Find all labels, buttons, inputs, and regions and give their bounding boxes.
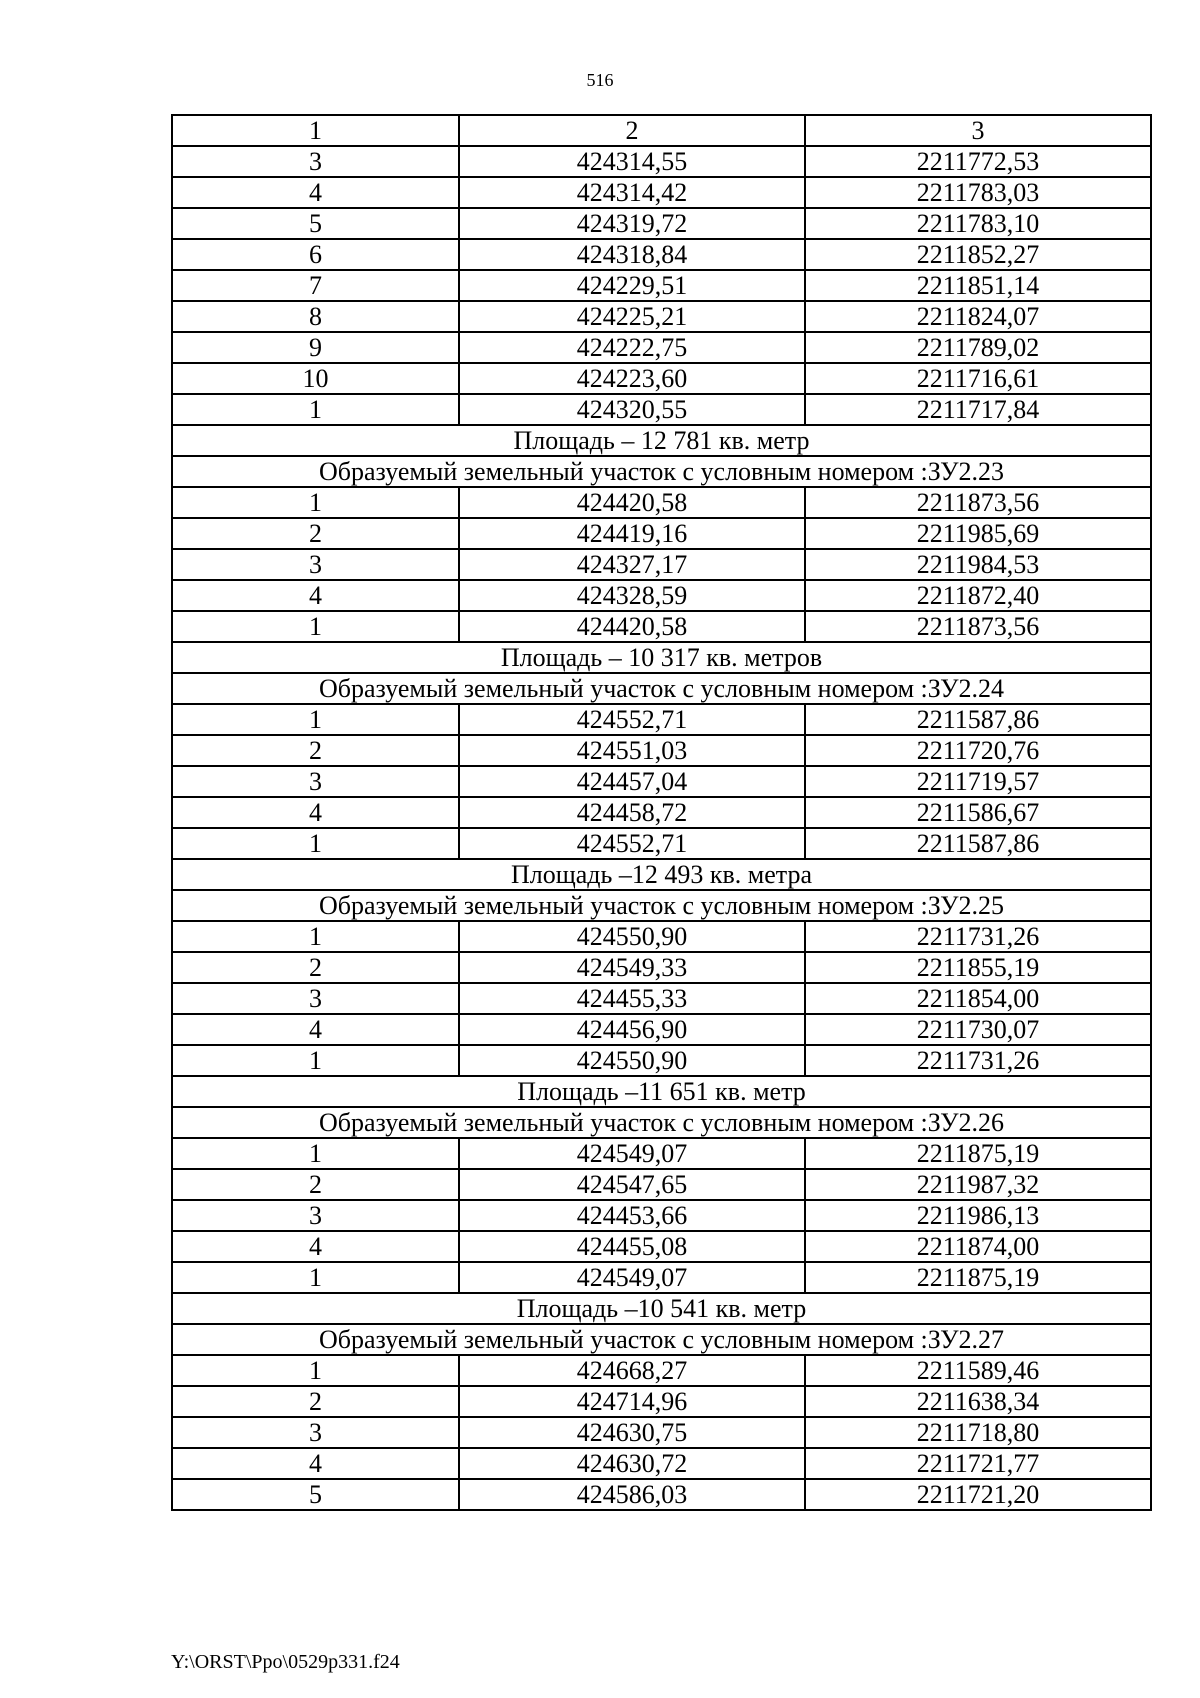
point-number-cell: 4 [172,580,459,611]
x-coordinate-cell: 424222,75 [459,332,805,363]
point-number-cell: 4 [172,1448,459,1479]
point-number-cell: 1 [172,1355,459,1386]
point-number-cell: 1 [172,487,459,518]
y-coordinate-cell: 2211638,34 [805,1386,1151,1417]
point-number-cell: 5 [172,208,459,239]
y-coordinate-cell: 2211717,84 [805,394,1151,425]
point-number-cell: 4 [172,797,459,828]
header-cell-x: 2 [459,115,805,146]
header-cell-point: 1 [172,115,459,146]
area-row [172,1293,1151,1324]
point-number-cell: 10 [172,363,459,394]
table-row [172,487,1151,518]
area-row [172,642,1151,673]
point-number-cell: 4 [172,177,459,208]
area-row [172,859,1151,890]
x-coordinate-cell: 424668,27 [459,1355,805,1386]
table-row [172,177,1151,208]
x-coordinate-cell: 424318,84 [459,239,805,270]
y-coordinate-cell: 2211873,56 [805,487,1151,518]
point-number-cell: 3 [172,983,459,1014]
point-number-cell: 2 [172,518,459,549]
table-row [172,952,1151,983]
x-coordinate-cell: 424714,96 [459,1386,805,1417]
point-number-cell: 2 [172,1386,459,1417]
y-coordinate-cell: 2211720,76 [805,735,1151,766]
y-coordinate-cell: 2211875,19 [805,1138,1151,1169]
y-coordinate-cell: 2211872,40 [805,580,1151,611]
table-row [172,735,1151,766]
table-row [172,704,1151,735]
y-coordinate-cell: 2211984,53 [805,549,1151,580]
y-coordinate-cell: 2211586,67 [805,797,1151,828]
table-row [172,301,1151,332]
y-coordinate-cell: 2211589,46 [805,1355,1151,1386]
x-coordinate-cell: 424229,51 [459,270,805,301]
page-number: 516 [586,70,614,90]
area-row [172,425,1151,456]
y-coordinate-cell: 2211731,26 [805,921,1151,952]
table-row [172,1355,1151,1386]
x-coordinate-cell: 424549,07 [459,1138,805,1169]
table-row [172,518,1151,549]
plot-heading-row [172,1107,1151,1138]
x-coordinate-cell: 424328,59 [459,580,805,611]
coordinates-table [171,114,1152,1511]
y-coordinate-cell: 2211731,26 [805,1045,1151,1076]
table-row [172,921,1151,952]
x-coordinate-cell: 424549,07 [459,1262,805,1293]
y-coordinate-cell: 2211855,19 [805,952,1151,983]
area-label: Площадь –12 493 кв. метра [172,859,1151,890]
plot-heading-row [172,1324,1151,1355]
table-row [172,1231,1151,1262]
x-coordinate-cell: 424586,03 [459,1479,805,1510]
x-coordinate-cell: 424550,90 [459,1045,805,1076]
y-coordinate-cell: 2211985,69 [805,518,1151,549]
x-coordinate-cell: 424327,17 [459,549,805,580]
y-coordinate-cell: 2211789,02 [805,332,1151,363]
point-number-cell: 7 [172,270,459,301]
point-number-cell: 3 [172,146,459,177]
point-number-cell: 4 [172,1014,459,1045]
area-label: Площадь – 10 317 кв. метров [172,642,1151,673]
header-cell-y: 3 [805,115,1151,146]
x-coordinate-cell: 424320,55 [459,394,805,425]
table-row [172,1262,1151,1293]
table-row [172,1417,1151,1448]
x-coordinate-cell: 424455,08 [459,1231,805,1262]
table-row [172,1138,1151,1169]
x-coordinate-cell: 424319,72 [459,208,805,239]
area-row [172,1076,1151,1107]
y-coordinate-cell: 2211772,53 [805,146,1151,177]
x-coordinate-cell: 424314,42 [459,177,805,208]
plot-heading: Образуемый земельный участок с условным номером :ЗУ2.27 [172,1324,1151,1355]
point-number-cell: 1 [172,1262,459,1293]
point-number-cell: 3 [172,549,459,580]
table-row [172,549,1151,580]
x-coordinate-cell: 424223,60 [459,363,805,394]
y-coordinate-cell: 2211783,10 [805,208,1151,239]
table-row [172,580,1151,611]
area-label: Площадь –10 541 кв. метр [172,1293,1151,1324]
table-row [172,270,1151,301]
point-number-cell: 9 [172,332,459,363]
table-row [172,208,1151,239]
point-number-cell: 2 [172,952,459,983]
plot-heading: Образуемый земельный участок с условным номером :ЗУ2.23 [172,456,1151,487]
x-coordinate-cell: 424552,71 [459,704,805,735]
y-coordinate-cell: 2211730,07 [805,1014,1151,1045]
table-row [172,1169,1151,1200]
point-number-cell: 1 [172,611,459,642]
table-row [172,394,1151,425]
x-coordinate-cell: 424420,58 [459,611,805,642]
y-coordinate-cell: 2211721,77 [805,1448,1151,1479]
table-row [172,611,1151,642]
y-coordinate-cell: 2211986,13 [805,1200,1151,1231]
area-label: Площадь – 12 781 кв. метр [172,425,1151,456]
area-label: Площадь –11 651 кв. метр [172,1076,1151,1107]
x-coordinate-cell: 424547,65 [459,1169,805,1200]
x-coordinate-cell: 424630,75 [459,1417,805,1448]
plot-heading-row [172,890,1151,921]
y-coordinate-cell: 2211875,19 [805,1262,1151,1293]
plot-heading: Образуемый земельный участок с условным номером :ЗУ2.26 [172,1107,1151,1138]
y-coordinate-cell: 2211824,07 [805,301,1151,332]
point-number-cell: 1 [172,1045,459,1076]
x-coordinate-cell: 424456,90 [459,1014,805,1045]
y-coordinate-cell: 2211718,80 [805,1417,1151,1448]
x-coordinate-cell: 424314,55 [459,146,805,177]
y-coordinate-cell: 2211587,86 [805,704,1151,735]
point-number-cell: 1 [172,828,459,859]
table-row [172,1448,1151,1479]
x-coordinate-cell: 424550,90 [459,921,805,952]
plot-heading-row [172,456,1151,487]
point-number-cell: 3 [172,1417,459,1448]
table-row [172,1014,1151,1045]
point-number-cell: 1 [172,704,459,735]
plot-heading: Образуемый земельный участок с условным номером :ЗУ2.24 [172,673,1151,704]
table-row [172,797,1151,828]
table-row [172,1045,1151,1076]
table-row [172,1386,1151,1417]
x-coordinate-cell: 424457,04 [459,766,805,797]
x-coordinate-cell: 424420,58 [459,487,805,518]
y-coordinate-cell: 2211854,00 [805,983,1151,1014]
y-coordinate-cell: 2211721,20 [805,1479,1151,1510]
y-coordinate-cell: 2211587,86 [805,828,1151,859]
x-coordinate-cell: 424419,16 [459,518,805,549]
point-number-cell: 2 [172,735,459,766]
table-header-row [172,115,1151,146]
x-coordinate-cell: 424549,33 [459,952,805,983]
footer-file-path: Y:\ORST\Ppo\0529p331.f24 [171,1651,400,1673]
x-coordinate-cell: 424455,33 [459,983,805,1014]
table-row [172,332,1151,363]
x-coordinate-cell: 424453,66 [459,1200,805,1231]
point-number-cell: 1 [172,921,459,952]
point-number-cell: 4 [172,1231,459,1262]
plot-heading: Образуемый земельный участок с условным номером :ЗУ2.25 [172,890,1151,921]
coordinates-table-body [172,115,1151,1510]
table-row [172,146,1151,177]
x-coordinate-cell: 424551,03 [459,735,805,766]
y-coordinate-cell: 2211852,27 [805,239,1151,270]
table-row [172,766,1151,797]
point-number-cell: 8 [172,301,459,332]
table-row [172,1479,1151,1510]
y-coordinate-cell: 2211851,14 [805,270,1151,301]
point-number-cell: 3 [172,766,459,797]
table-row [172,828,1151,859]
point-number-cell: 2 [172,1169,459,1200]
point-number-cell: 5 [172,1479,459,1510]
y-coordinate-cell: 2211719,57 [805,766,1151,797]
y-coordinate-cell: 2211873,56 [805,611,1151,642]
y-coordinate-cell: 2211716,61 [805,363,1151,394]
plot-heading-row [172,673,1151,704]
table-row [172,1200,1151,1231]
point-number-cell: 1 [172,1138,459,1169]
table-row [172,363,1151,394]
y-coordinate-cell: 2211987,32 [805,1169,1151,1200]
point-number-cell: 3 [172,1200,459,1231]
y-coordinate-cell: 2211874,00 [805,1231,1151,1262]
table-row [172,983,1151,1014]
x-coordinate-cell: 424552,71 [459,828,805,859]
x-coordinate-cell: 424630,72 [459,1448,805,1479]
y-coordinate-cell: 2211783,03 [805,177,1151,208]
point-number-cell: 6 [172,239,459,270]
point-number-cell: 1 [172,394,459,425]
table-row [172,239,1151,270]
x-coordinate-cell: 424458,72 [459,797,805,828]
x-coordinate-cell: 424225,21 [459,301,805,332]
